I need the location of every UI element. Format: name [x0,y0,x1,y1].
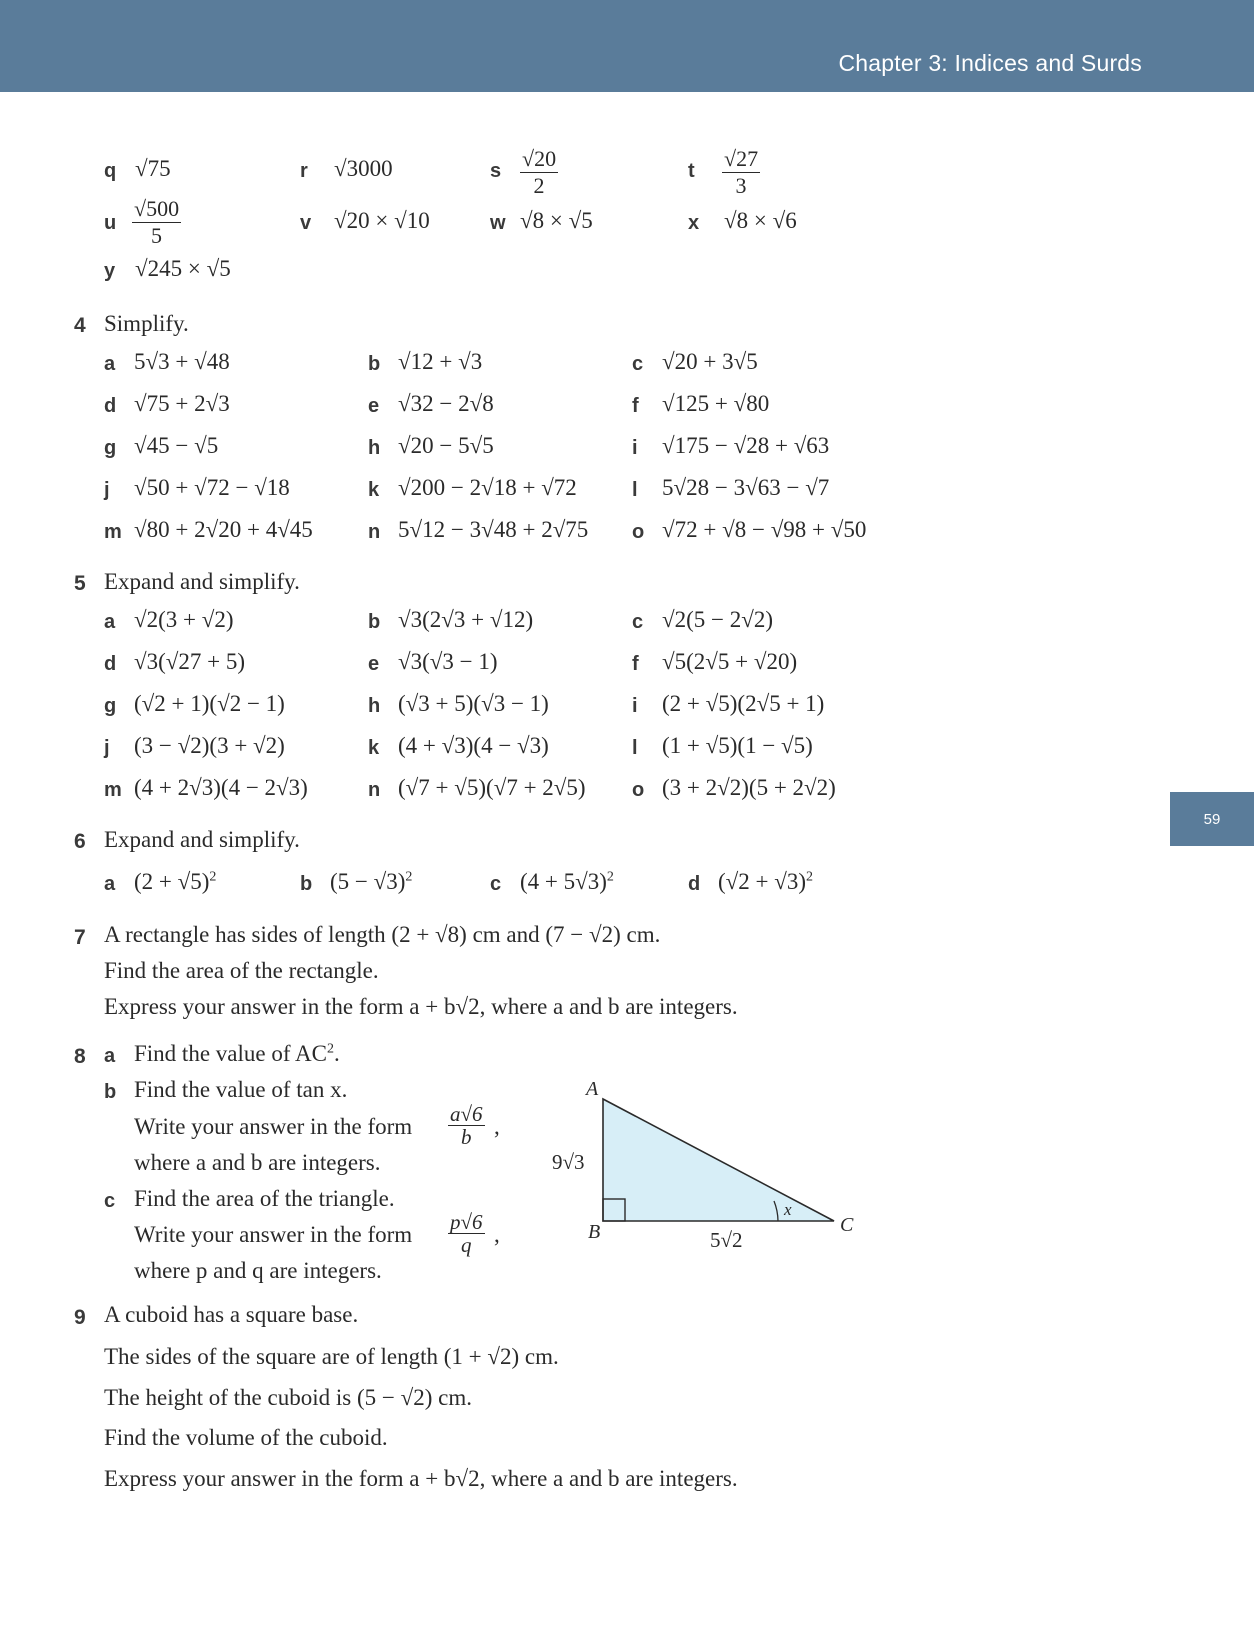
part-label: n [368,779,381,801]
fraction-numerator: √500 [134,196,180,221]
part-label: l [632,479,638,501]
part-label: f [632,395,639,417]
part-label: k [368,479,380,501]
expression: √3(√27 + 5) [134,649,246,674]
question-instruction: Expand and simplify. [104,569,300,594]
expression: (√2 + 1)(√2 − 1) [134,691,285,716]
part-label: i [632,695,638,717]
chapter-title: Chapter 3: Indices and Surds [838,50,1142,76]
expression: √8 × √5 [520,208,593,233]
expression: √2(3 + √2) [134,607,234,632]
expression: √50 + √72 − √18 [134,475,290,500]
squared-expression [134,869,216,895]
fraction [520,146,558,199]
expression: √125 + √80 [662,391,770,416]
fraction-denominator: 2 [533,173,545,198]
fraction-numerator: √27 [724,146,759,171]
question-number: 7 [74,926,86,949]
part-label: a [104,873,116,895]
expression: (1 + √5)(1 − √5) [662,733,813,758]
page-number: 59 [1203,810,1221,828]
question-number: 8 [74,1045,86,1068]
part-label: c [632,611,644,633]
punctuation: , [494,1114,500,1139]
part-label: b [104,1081,117,1103]
part-label: a [104,611,116,633]
part-label: g [104,695,117,717]
part-label: x [688,212,700,234]
part-text: Find the value of $AC^2$. [134,1041,340,1066]
question-text: Find the volume of the cuboid. [104,1425,388,1450]
question-text: Express your answer in the form a + b√2, where a and b are integers. [104,994,738,1019]
fraction-denominator: q [461,1233,472,1257]
squared-expression [520,869,614,895]
question-text: A cuboid has a square base. [104,1302,359,1327]
question-number: 4 [74,314,86,337]
fraction [722,146,760,199]
expression: √80 + 2√20 + 4√45 [134,517,313,542]
punctuation: , [494,1222,500,1247]
part-text: Find the value of tan x. [134,1077,348,1102]
expression: 5√12 − 3√48 + 2√75 [398,517,589,542]
expression: √3000 [334,156,393,181]
expression: (√7 + √5)(√7 + 2√5) [398,775,586,800]
part-label: d [688,873,701,895]
part-label: o [632,521,645,543]
question-instruction: Simplify. [104,311,189,336]
expression: √3(√3 − 1) [398,649,498,674]
expression: (4 + 2√3)(4 − 2√3) [134,775,308,800]
expression: √32 − 2√8 [398,391,494,416]
part-label: l [632,737,638,759]
part-label: i [632,437,638,459]
expression: 5√28 − 3√63 − √7 [662,475,830,500]
part-label: b [300,873,313,895]
exponent: 2 [209,869,217,885]
part-label: h [368,695,381,717]
side-bc-length: 5√2 [710,1228,743,1252]
expression: √245 × √5 [135,256,231,281]
part-text: Write your answer in the form [134,1114,413,1139]
fraction-denominator: b [461,1125,472,1149]
part-label: t [688,160,695,182]
expression-base: (√2 + √3) [718,869,807,894]
expression: 5√3 + √48 [134,349,230,374]
question-text: Express your answer in the form a + b√2, where a and b are integers. [104,1466,738,1491]
expression: √2(5 − 2√2) [662,607,774,632]
expression-base: (5 − √3) [330,869,406,894]
chapter-header-band [0,0,1254,92]
part-label: n [368,521,381,543]
part-a-text: Find the value of AC [134,1041,327,1066]
part-label: f [632,653,639,675]
right-triangle-diagram [540,1075,870,1265]
part-text: Find the area of the triangle. [134,1186,395,1211]
exponent: 2 [806,869,814,885]
answer-form-fraction [448,1211,485,1256]
expression: (2 + √5)(2√5 + 1) [662,691,825,716]
part-label: m [104,779,122,801]
fraction-denominator: 5 [151,223,163,248]
part-label: d [104,395,117,417]
question-text: Find the area of the rectangle. [104,958,379,983]
part-label: s [490,160,502,182]
part-label: a [104,1045,116,1067]
squared-expression [718,869,813,895]
part-label: g [104,437,117,459]
part-label: d [104,653,117,675]
expression: √75 [135,156,171,181]
side-ab-length: 9√3 [552,1150,585,1174]
part-text: Write your answer in the form [134,1222,413,1247]
part-label: k [368,737,380,759]
question-instruction: Expand and simplify. [104,827,300,852]
exponent: 2 [606,869,614,885]
expression-base: (2 + √5) [134,869,210,894]
part-label: j [104,479,110,501]
fraction [132,196,181,249]
part-label: a [104,353,116,375]
vertex-label-a: A [586,1078,599,1100]
part-text: where p and q are integers. [134,1258,382,1283]
vertex-label-c: C [840,1214,854,1236]
expression: √20 + 3√5 [662,349,758,374]
expression: √8 × √6 [724,208,797,233]
exponent: 2 [405,869,413,885]
part-label: b [368,611,381,633]
answer-form-fraction [448,1103,485,1148]
question-text: The height of the cuboid is (5 − √2) cm. [104,1385,472,1410]
question-text: The sides of the square are of length (1 + √2) cm. [104,1344,559,1369]
triangle-abc [603,1099,834,1221]
part-text: where a and b are integers. [134,1150,381,1175]
part-label: v [300,212,312,234]
part-label: m [104,521,122,543]
exponent: 2 [326,1041,334,1057]
fraction-numerator: √20 [522,146,557,171]
part-label: c [104,1190,116,1212]
expression: √20 − 5√5 [398,433,494,458]
angle-x-label: x [784,1200,792,1219]
expression: (4 + √3)(4 − √3) [398,733,549,758]
expression: √72 + √8 − √98 + √50 [662,517,867,542]
expression: √45 − √5 [134,433,219,458]
part-label: e [368,395,380,417]
fraction-numerator: a√6 [450,1102,483,1126]
fraction-numerator: p√6 [450,1210,483,1234]
part-label: c [632,353,644,375]
part-label: e [368,653,380,675]
part-label: r [300,160,308,182]
expression: √3(2√3 + √12) [398,607,534,632]
expression: √12 + √3 [398,349,483,374]
part-label: q [104,160,117,182]
part-label: h [368,437,381,459]
part-label: u [104,212,117,234]
part-label: y [104,260,116,282]
part-label: c [490,873,502,895]
question-text: A rectangle has sides of length (2 + √8) cm and (7 − √2) cm. [104,922,661,947]
question-number: 9 [74,1306,86,1329]
part-label: b [368,353,381,375]
expression: √20 × √10 [334,208,430,233]
squared-expression [330,869,412,895]
vertex-label-b: B [588,1221,601,1243]
expression: √5(2√5 + √20) [662,649,798,674]
expression: (√3 + 5)(√3 − 1) [398,691,549,716]
question-number: 6 [74,830,86,853]
question-number: 5 [74,572,86,595]
expression: (3 + 2√2)(5 + 2√2) [662,775,836,800]
part-label: o [632,779,645,801]
part-label: w [490,212,506,234]
expression: √200 − 2√18 + √72 [398,475,577,500]
expression: √75 + 2√3 [134,391,230,416]
part-label: j [104,737,110,759]
page-number-tab [1170,792,1254,846]
expression-base: (4 + 5√3) [520,869,607,894]
fraction-denominator: 3 [735,173,747,198]
expression: √175 − √28 + √63 [662,433,830,458]
expression: (3 − √2)(3 + √2) [134,733,285,758]
